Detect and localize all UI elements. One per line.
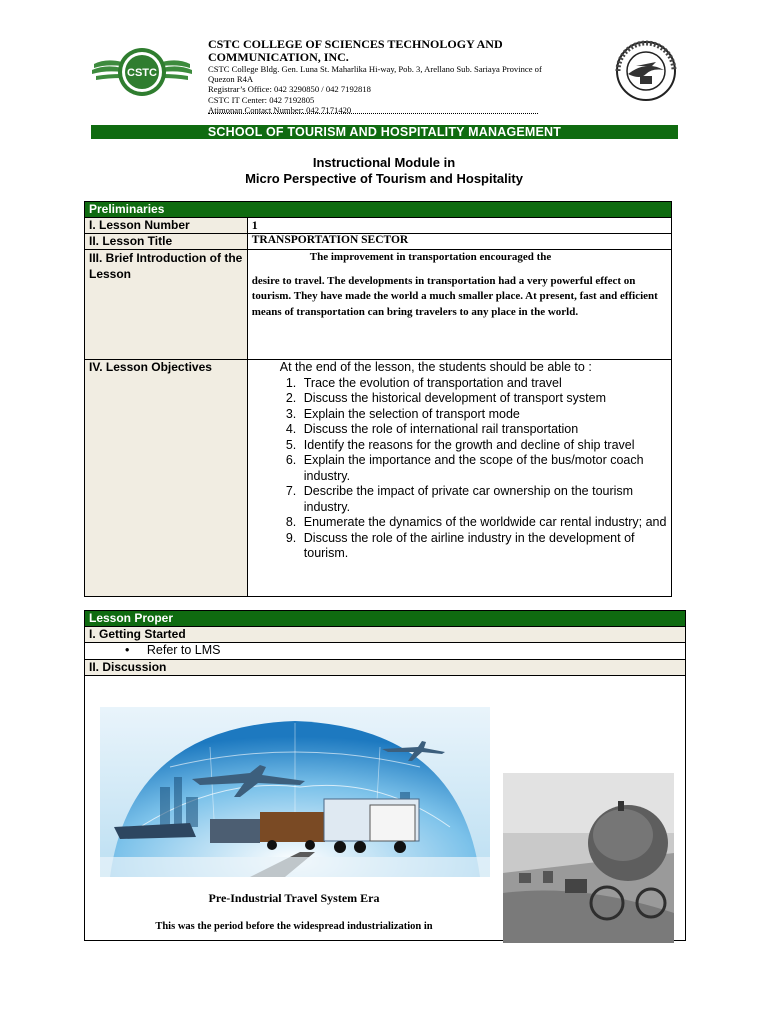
objective-item: 8. Enumerate the dynamics of the worldwide car rental industry; and <box>300 515 667 531</box>
registrar-line: Registrar’s Office: 042 3290850 / 042 7192818 <box>208 84 371 95</box>
atimonan-line: Atimonan Contact Number: 042 7171420 <box>208 104 352 115</box>
bullet-dot: • <box>125 643 130 657</box>
objective-item: 2. Discuss the historical development of transport system <box>300 391 667 407</box>
objectives-label: IV. Lesson Objectives <box>85 360 248 597</box>
transportation-collage-image <box>100 707 490 877</box>
address-line: CSTC College Bldg. Gen. Luna St. Maharlika Hi-way, Pob. 3, Arellano Sub. Sariaya Province of <box>208 64 542 74</box>
bullet-text: Refer to LMS <box>146 643 221 657</box>
it-center-line: CSTC IT Center: 042 7192805 <box>208 94 315 105</box>
brief-intro-paragraph: desire to travel. The developments in transportation had a very powerful effect on tourism. They have made the world a much smaller place. At present, fast and efficient means of transportation can bring travelers to any place in the world. <box>251 275 658 318</box>
discussion-label: II. Discussion <box>85 660 686 676</box>
brief-intro-first-line: The improvement in transportation encouraged the <box>309 251 552 263</box>
getting-started-bullet <box>85 643 686 660</box>
module-title <box>84 155 684 187</box>
module-title-line1: Instructional Module in <box>312 155 456 170</box>
objective-item: 5. Identify the reasons for the growth and decline of ship travel <box>300 438 667 454</box>
address-line: Quezon R4A <box>208 74 254 85</box>
svg-text:CSTC: CSTC <box>127 67 157 79</box>
objective-item: 7. Describe the impact of private car ownership on the tourism industry. <box>300 484 667 515</box>
institution-name: CSTC COLLEGE OF SCIENCES TECHNOLOGY AND COMMUNICATION, INC. <box>208 37 503 64</box>
objective-item: 3. Explain the selection of transport mode <box>300 407 667 423</box>
objectives-intro: At the end of the lesson, the students should be able to : <box>279 360 592 374</box>
brief-intro-label: III. Brief Introduction of the Lesson <box>85 250 248 360</box>
lesson-title-value: TRANSPORTATION SECTOR <box>247 234 671 250</box>
preliminaries-table <box>84 201 672 597</box>
getting-started-label: I. Getting Started <box>85 627 686 643</box>
lesson-number-value: 1 <box>247 218 671 234</box>
objective-item: 9. Discuss the role of the airline industry in the development of tourism. <box>300 531 667 562</box>
brief-intro-text <box>247 250 671 360</box>
lesson-number-label: I. Lesson Number <box>85 218 248 234</box>
objective-item: 6. Explain the importance and the scope of the bus/motor coach industry. <box>300 453 667 484</box>
lesson-title-label: II. Lesson Title <box>85 234 248 250</box>
lesson-proper-header: Lesson Proper <box>85 611 686 627</box>
discussion-body-text: This was the period before the widespread industrialization in <box>155 921 433 932</box>
objectives-list <box>252 376 667 562</box>
module-title-line2: Micro Perspective of Tourism and Hospitality <box>245 171 523 186</box>
preliminaries-header: Preliminaries <box>85 202 672 218</box>
objective-item: 1. Trace the evolution of transportation and travel <box>300 376 667 392</box>
institution-contact-lines <box>208 64 608 115</box>
objective-item: 4. Discuss the role of international rail transportation <box>300 422 667 438</box>
school-banner: SCHOOL OF TOURISM AND HOSPITALITY MANAGEMENT <box>91 125 678 139</box>
tourism-hospitality-seal <box>612 40 680 102</box>
header-divider <box>208 113 538 114</box>
discussion-caption: Pre-Industrial Travel System Era <box>208 891 380 905</box>
objectives-cell <box>247 360 671 597</box>
ox-cart-historical-photo <box>503 773 674 943</box>
cstc-logo <box>88 40 196 104</box>
